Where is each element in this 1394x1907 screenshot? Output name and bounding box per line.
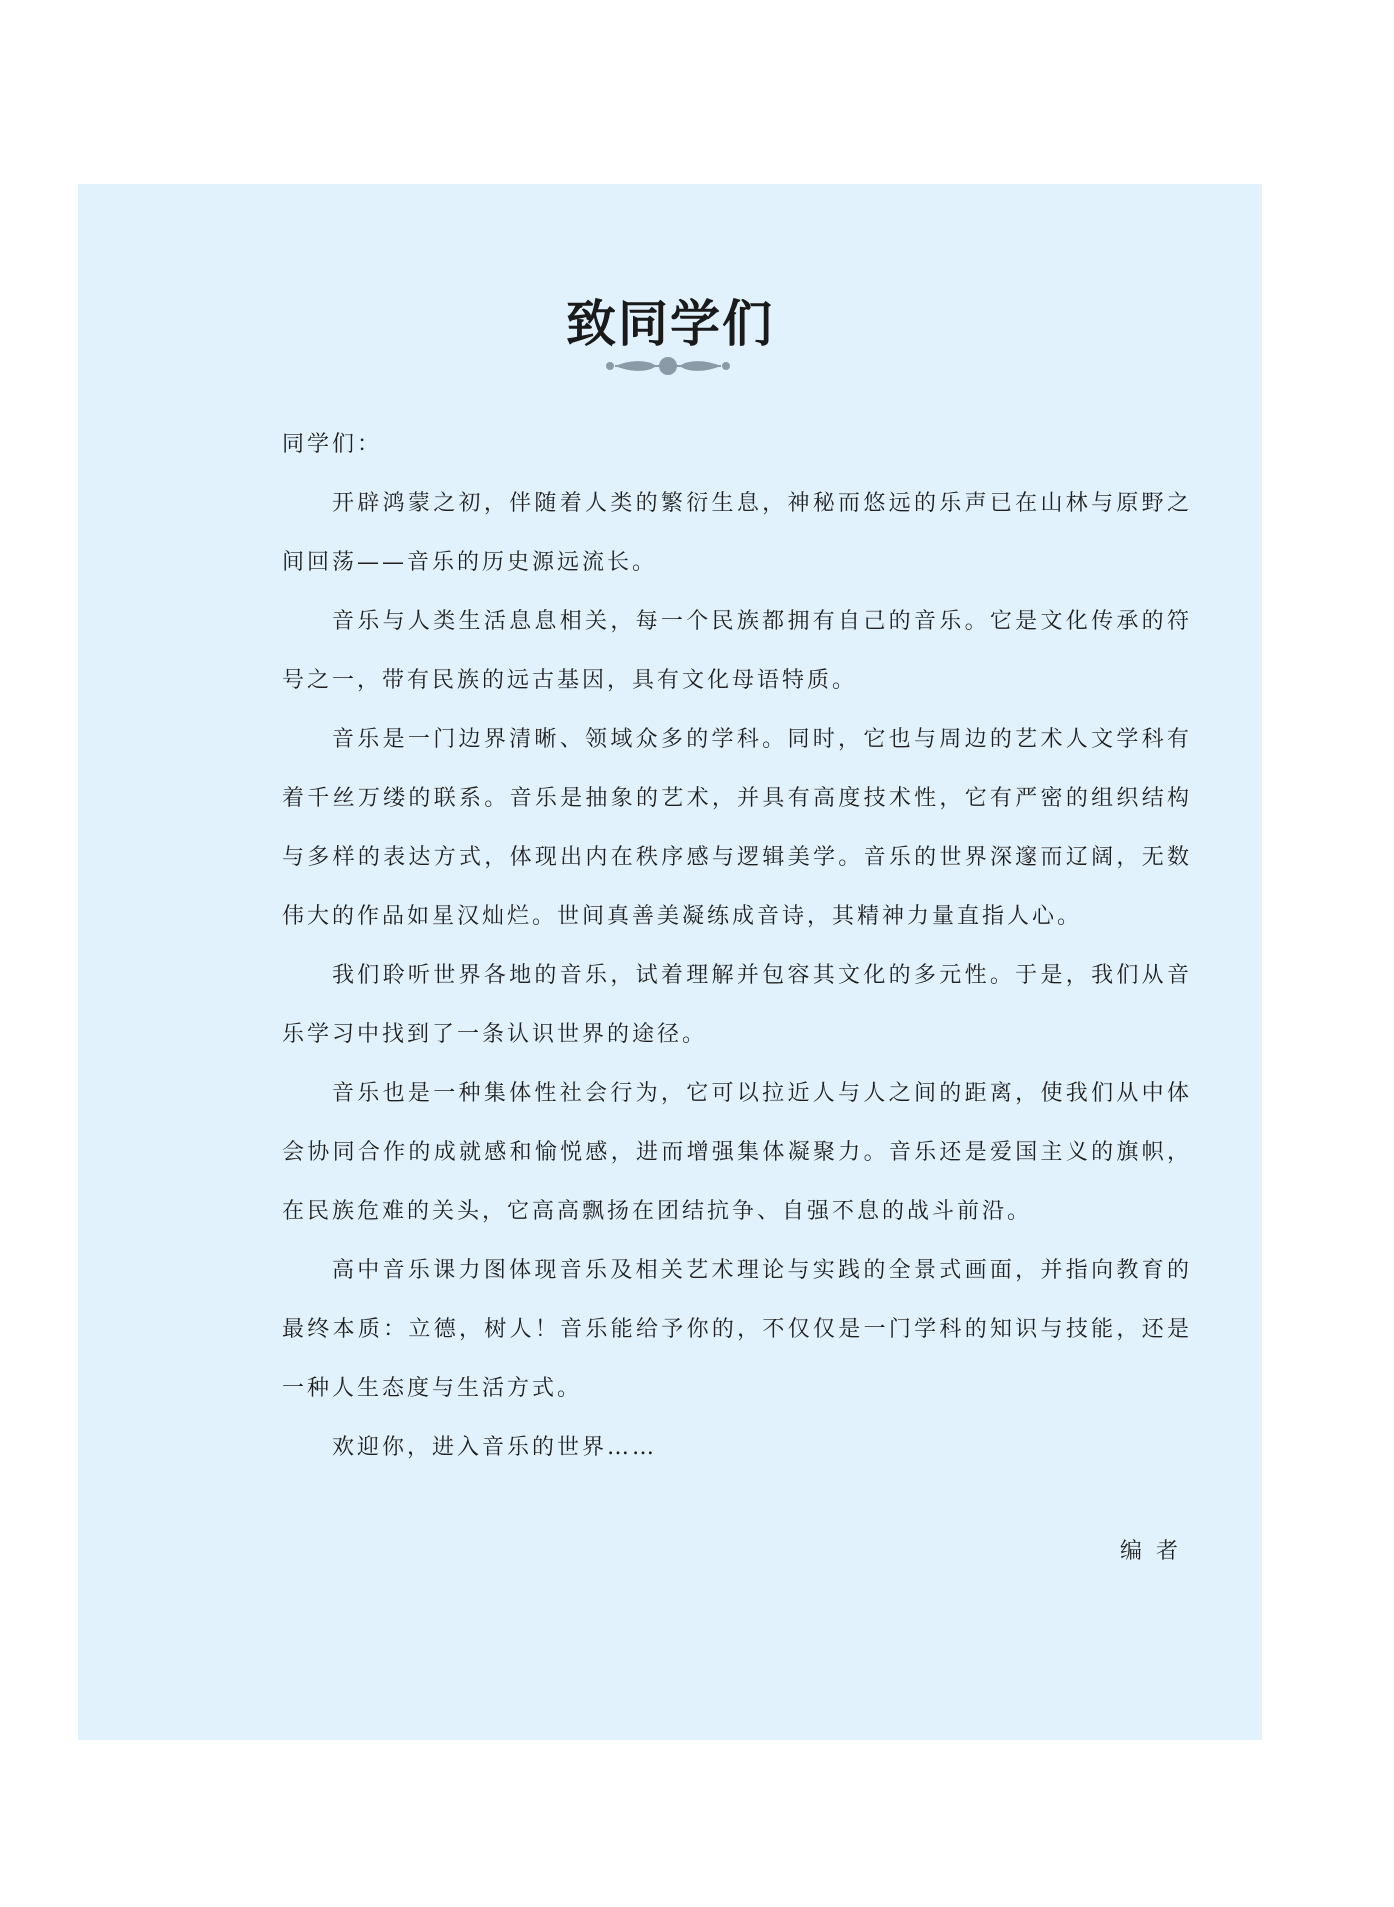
salutation: 同学们： [282, 432, 383, 457]
signature: 编者 [1119, 1539, 1192, 1564]
letter-panel [78, 184, 1262, 1740]
paragraph: 音乐是一门边界清晰、领域众多的学科。同时，它也与周边的艺术人文学科有着千丝万缕的联系。音乐是抽象的艺术，并具有高度技术性，它有严密的组织结构与多样的表达方式，体现出内在秩序感与逻辑美学。音乐的世界深邃而辽阔，无数伟大的作品如星汉灿烂。世间真善美凝练成音诗，其精神力量直指人心。 [282, 727, 1192, 929]
paragraph: 音乐与人类生活息息相关，每一个民族都拥有自己的音乐。它是文化传承的符号之一，带有民族的远古基因，具有文化母语特质。 [282, 609, 1192, 693]
paragraph: 我们聆听世界各地的音乐，试着理解并包容其文化的多元性。于是，我们从音乐学习中找到了一条认识世界的途径。 [282, 963, 1192, 1047]
paragraph: 高中音乐课力图体现音乐及相关艺术理论与实践的全景式画面，并指向教育的最终本质：立德，树人！音乐能给予你的，不仅仅是一门学科的知识与技能，还是一种人生态度与生活方式。 [282, 1258, 1192, 1401]
paragraph: 欢迎你，进入音乐的世界…… [332, 1435, 658, 1460]
title-ornament-icon [605, 352, 731, 380]
paragraph: 开辟鸿蒙之初，伴随着人类的繁衍生息，神秘而悠远的乐声已在山林与原野之间回荡——音乐的历史源远流长。 [282, 491, 1192, 575]
page-title: 致同学们 [566, 294, 774, 353]
paragraph: 音乐也是一种集体性社会行为，它可以拉近人与人之间的距离，使我们从中体会协同合作的成就感和愉悦感，进而增强集体凝聚力。音乐还是爱国主义的旗帜，在民族危难的关头，它高高飘扬在团结抗争、自强不息的战斗前沿。 [282, 1081, 1192, 1224]
letter-body [282, 415, 1192, 1477]
